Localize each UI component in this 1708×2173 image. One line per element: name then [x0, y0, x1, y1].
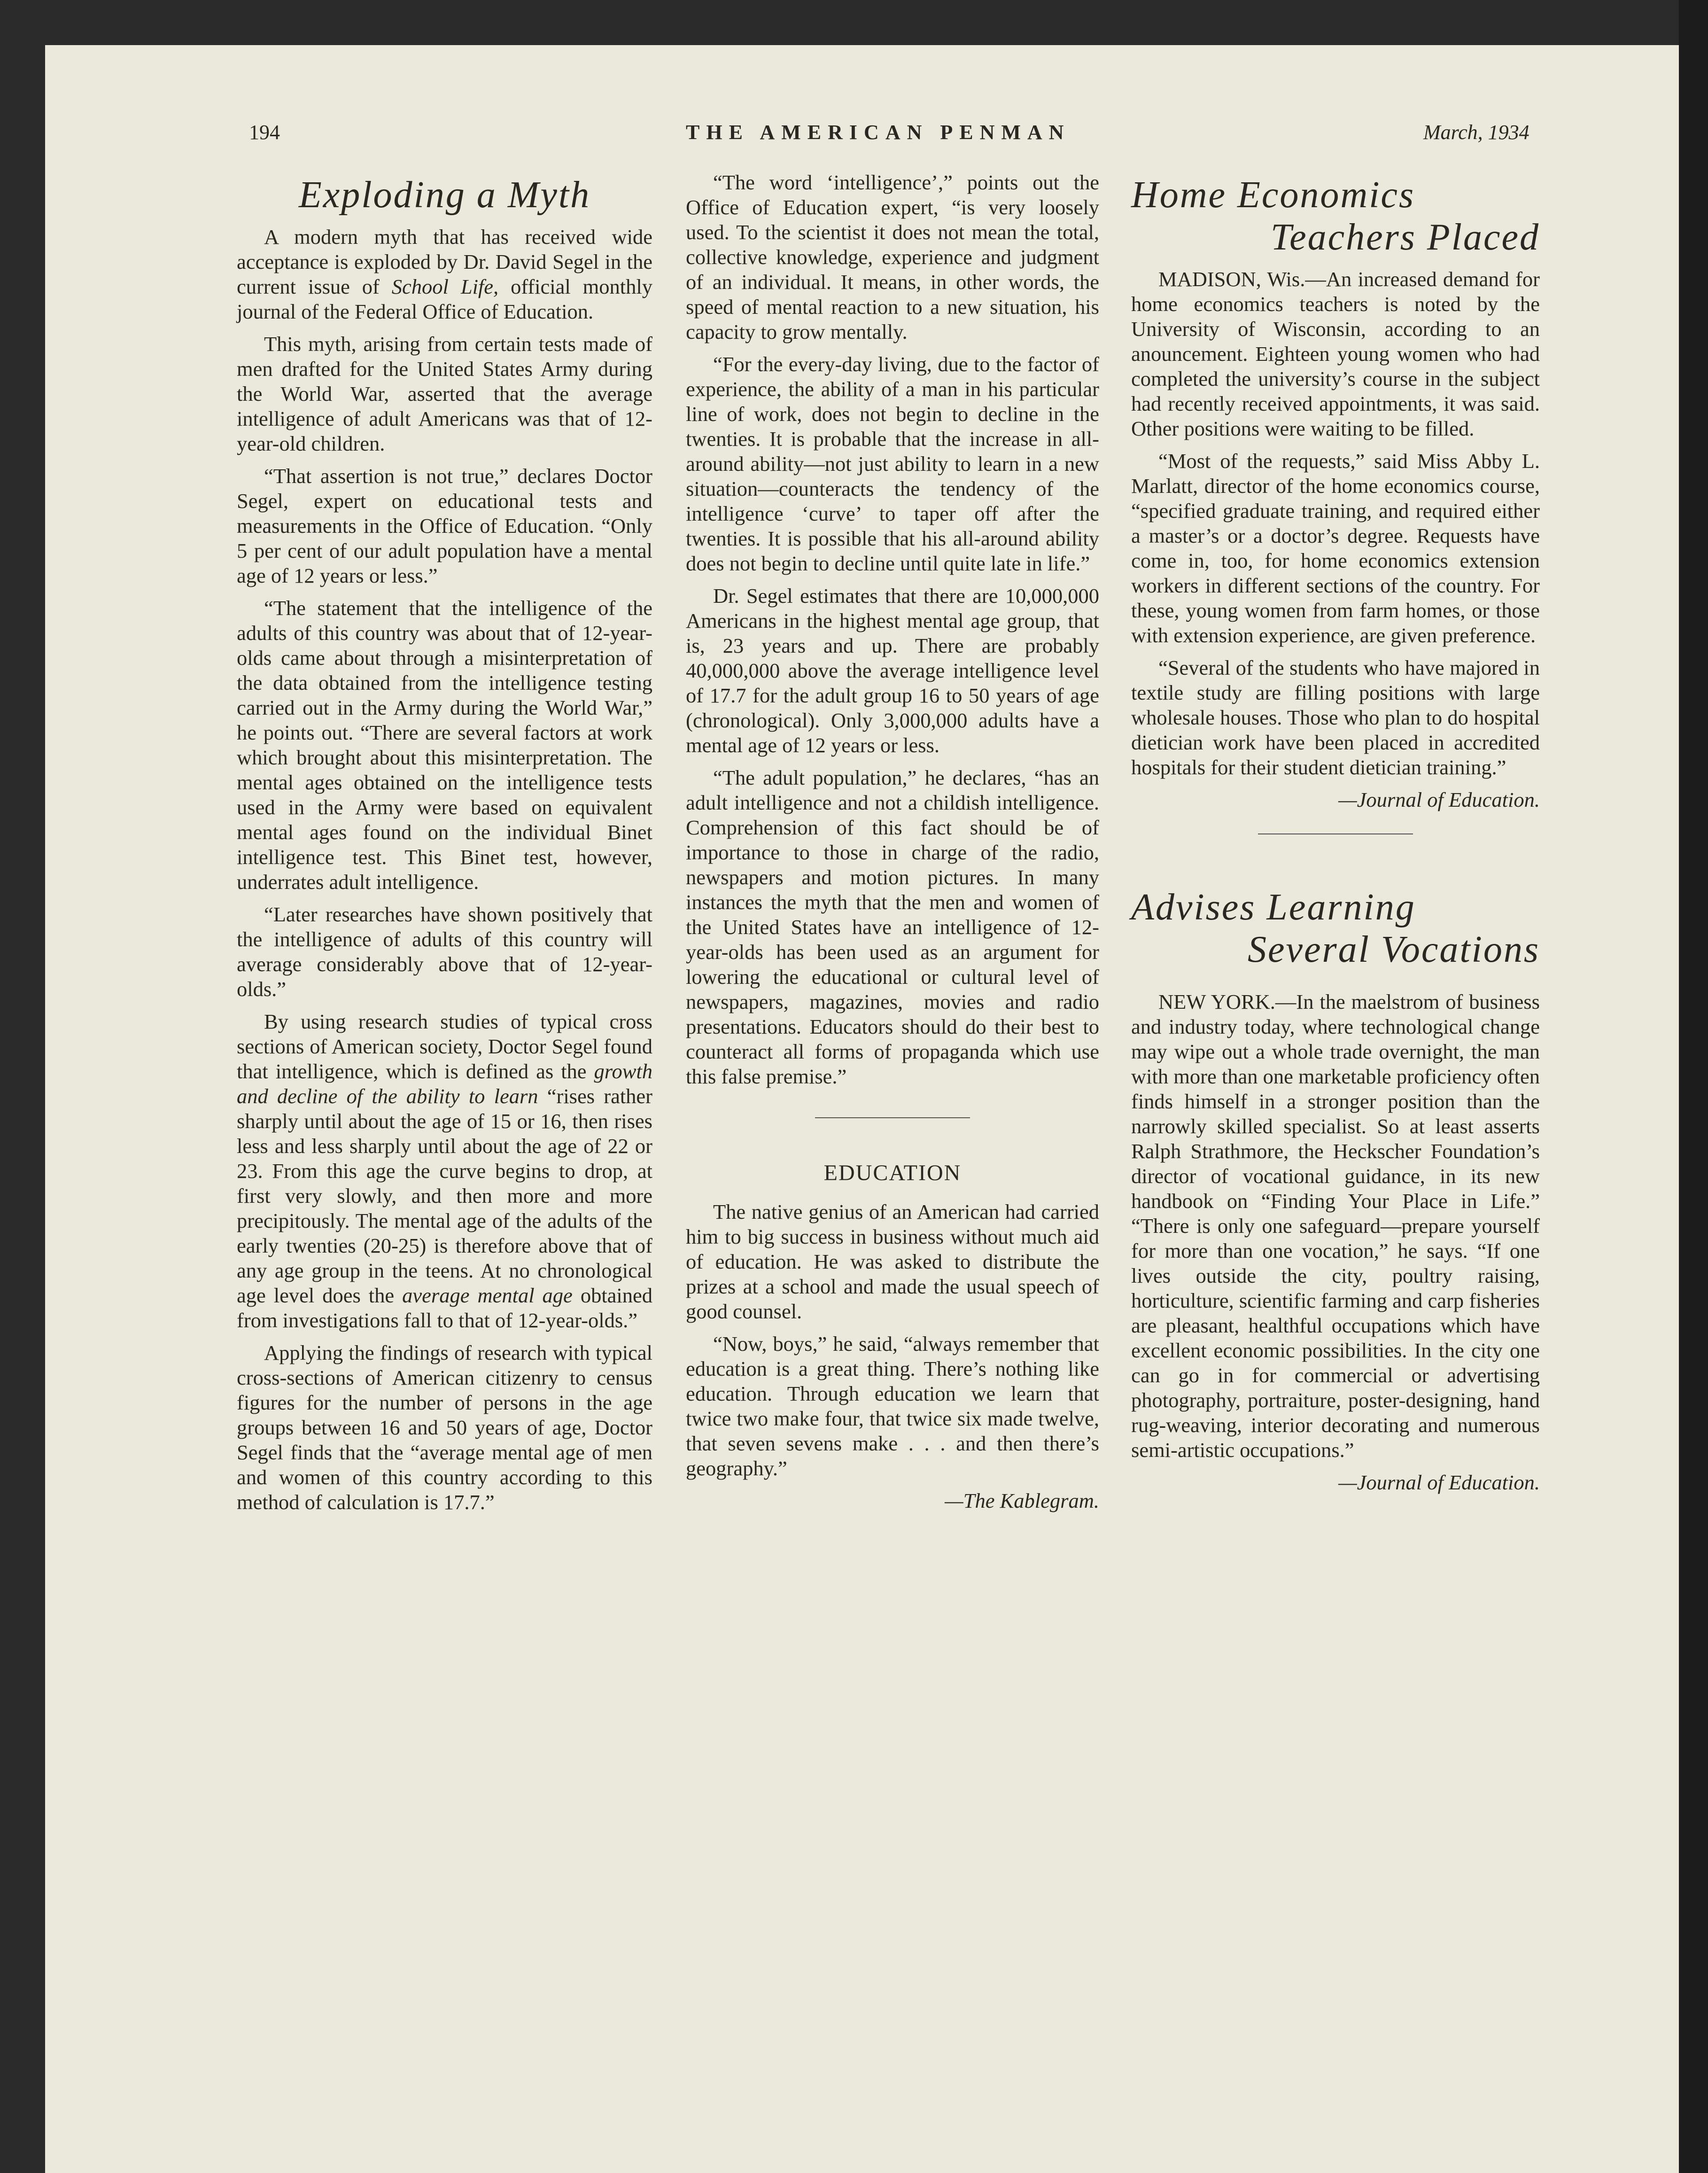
paragraph: Applying the findings of research with typical cross-sections of American citizenry to census figures for the number of persons in the age groups between 16 and 50 years of age, Doctor Segel finds that the “average mental age of men and women of this country according to this method of calculation is 17.7.” — [237, 1341, 652, 1514]
article-heading-advises-learning: Advises Learning — [1131, 887, 1416, 928]
paragraph: “Later researches have shown positively that the intelligence of adults of this country will average considerably above that of 12-year-olds.” — [237, 903, 652, 1001]
article-heading-several-vocations: Several Vocations — [1248, 929, 1540, 970]
publication-title: School Life, — [391, 275, 499, 298]
paragraph — [237, 225, 652, 324]
article-heading-exploding-a-myth: Exploding a Myth — [298, 174, 591, 216]
paragraph: “Now, boys,” he said, “always remember that education is a great thing. There’s nothing like education. Through education we learn that twice two make four, that twice six made twelve, that seven sevens make . . . and then there’s geography.” — [686, 1332, 1099, 1480]
emphasis: growth and decline of the ability to learn — [237, 1059, 653, 1108]
section-title-education: EDUCATION — [823, 1160, 962, 1185]
paragraph: “The adult population,” he declares, “has an adult intelligence and not a childish intelligence. Comprehension of this fact should be of importance to those in charge of the radio, newspapers and motion pictures. In many instances the myth that the men and women of the United States have an intelligence of 12-year-olds has been used as an argument for lowering the educational or cultural level of newspapers, magazines, movies and radio presentations. Educators should do their best to counteract all forms of propaganda which use this false premise.” — [686, 766, 1099, 1088]
paragraph — [237, 1009, 652, 1333]
text: By using research studies of typical cross sections of American society, Doctor Segel found that intelligence, which is defined as the — [237, 1010, 652, 1083]
paragraph: The native genius of an American had carried him to big success in business without much aid of education. He was asked to distribute the prizes at a school and made the usual speech of good counsel. — [686, 1200, 1099, 1323]
masthead: THE AMERICAN PENMAN — [686, 121, 1071, 144]
article-heading-home-economics: Home Economics — [1131, 174, 1415, 216]
paragraph: Dr. Segel estimates that there are 10,000,000 Americans in the highest mental age group, that is, 23 years and up. There are probably 40,000,000 above the average intelligence level of 17.7 for the adult group 16 to 50 years of age (chronological). Only 3,000,000 adults have a mental age of 12 years or less. — [686, 584, 1099, 757]
column-1 — [237, 174, 652, 1522]
text: obtained from investigations fall to that of 12-year-olds.” — [237, 1284, 653, 1332]
paragraph: MADISON, Wis.—An increased demand for home economics teachers is noted by the University of Wisconsin, according to an anouncement. Eighteen young women who had completed the university’s course in the subject had recently received appointments, it was said. Other positions were waiting to be filled. — [1131, 267, 1540, 440]
byline: —Journal of Education. — [1338, 1471, 1540, 1494]
paragraph: “That assertion is not true,” declares Doctor Segel, expert on educational tests and measurements in the Office of Education. “Only 5 per cent of our adult population have a mental age of 12 years or less.” — [237, 464, 652, 587]
paragraph: This myth, arising from certain tests made of men drafted for the United States Army during the World War, asserted that the average intelligence of adult Americans was that of 12-year-old children. — [237, 332, 652, 455]
paragraph: “Several of the students who have majored in textile study are filling positions with large wholesale houses. Those who plan to do hospital dietician work have been placed in accredited hospitals for their student dietician training.” — [1131, 656, 1540, 779]
paragraph: “The word ‘intelligence’,” points out the Office of Education expert, “is very loosely used. To the scientist it does not mean the total, collective knowledge, experience and judgment of an individual. It means, in other words, the speed of mental reaction to a new situation, his capacity to grow mentally. — [686, 171, 1099, 343]
paragraph: “The statement that the intelligence of the adults of this country was about that of 12-year-olds came about through a misinterpretation of the data obtained from the intelligence testing carried out in the Army during the World War,” he points out. “There are several factors at work which brought about this misinterpretation. The mental ages obtained on the intelligence tests used in the Army were based on equivalent mental ages found on the individual Binet intelligence test. This Binet test, however, underrates adult intelligence. — [237, 596, 652, 894]
column-3 — [1131, 174, 1540, 1503]
text: “rises rather sharply until about the age of 15 or 16, then rises less and less sharply until about the age of 22 or 23. From this age the curve begins to drop, at first very slowly, and then more and more precipitously. The mental age of the adults of the early twenties (20-25) is therefore above that of any age group in the teens. At no chronological age level does the — [237, 1084, 653, 1307]
divider — [1258, 833, 1413, 834]
byline: —The Kablegram. — [945, 1489, 1099, 1512]
issue-date: March, 1934 — [1423, 121, 1529, 144]
text: A modern myth that has received wide acceptance is exploded by Dr. David Segel in the current issue of — [237, 225, 652, 298]
column-2 — [686, 170, 1099, 1521]
paragraph: NEW YORK.—In the maelstrom of business and industry today, where technological change may wipe out a whole trade overnight, the man with more than one marketable proficiency often finds himself in a stronger position than the narrowly skilled specialist. So at least asserts Ralph Strathmore, the Heckscher Foundation’s director of vocational guidance, in its new handbook on “Finding Your Place in Life.” “There is only one safeguard—prepare yourself for more than one vocation,” he says. “If one lives outside the city, poultry raising, horticulture, scientific farming and carp fisheries are pleasant, healthful occupations which have excellent economic possibilities. In the city one can go in for commercial or advertising photography, portraiture, poster-designing, hand rug-weaving, interior decorating and numerous semi-artistic occupations.” — [1131, 990, 1540, 1462]
emphasis: average mental age — [402, 1284, 573, 1307]
byline: —Journal of Education. — [1338, 788, 1540, 811]
page-number: 194 — [249, 121, 280, 144]
paragraph: “Most of the requests,” said Miss Abby L. Marlatt, director of the home economics course, “specified graduate training, and required either a master’s or a doctor’s degree. Requests have come in, too, for home economics extension workers in different sections of the country. For these, young women from farm homes, or those with extension experience, are given preference. — [1131, 449, 1540, 647]
article-heading-teachers-placed: Teachers Placed — [1270, 217, 1540, 258]
paragraph: “For the every-day living, due to the factor of experience, the ability of a man in his particular line of work, does not begin to decline in the twenties. It is probable that the increase in all-around ability—not just ability to learn in a new situation—counteracts the tendency of the intelligence ‘curve’ to taper off after the twenties. It is possible that his all-around ability does not begin to decline until quite late in life.” — [686, 352, 1099, 575]
page-edge — [1679, 0, 1708, 2173]
text: official monthly journal of the Federal Office of Education. — [237, 275, 652, 323]
divider — [815, 1117, 970, 1118]
